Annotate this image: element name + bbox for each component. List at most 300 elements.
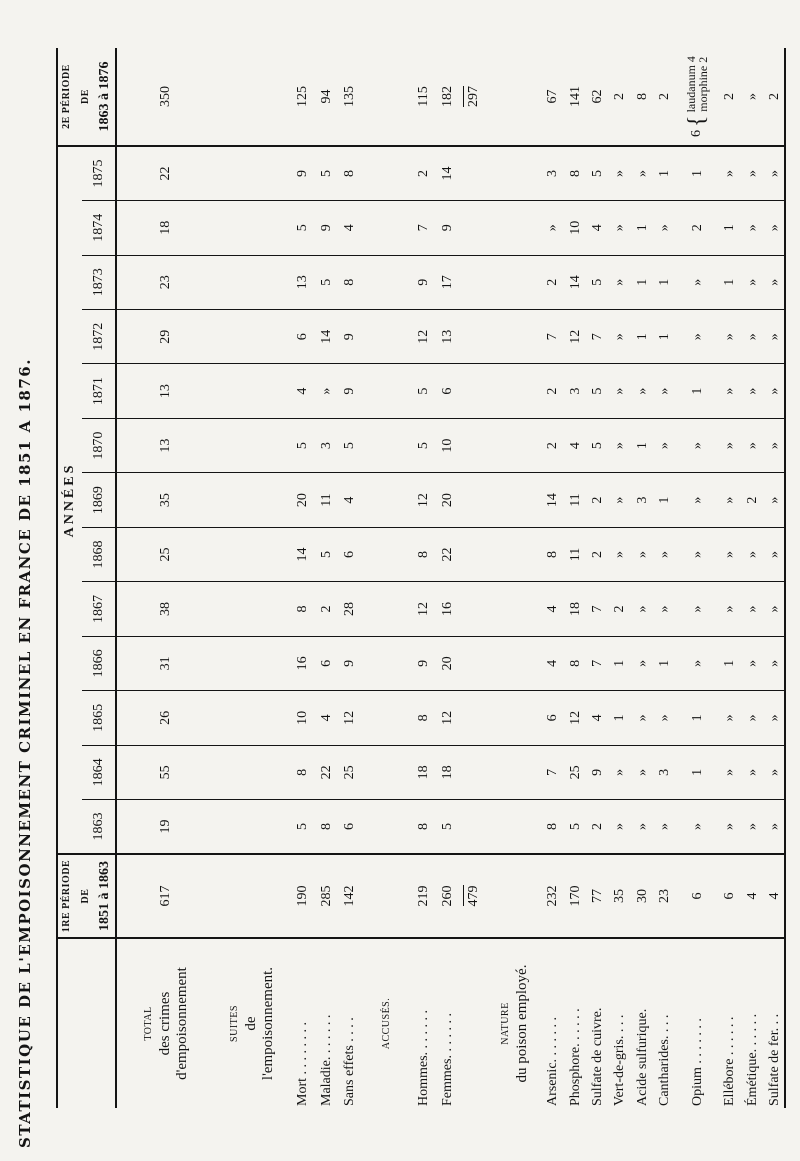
row-label: Sulfate de fer. . . — [763, 938, 786, 1108]
empty — [459, 309, 486, 363]
year-value: » — [763, 255, 786, 309]
year-value: 8 — [291, 745, 315, 799]
period2-value: 2 — [612, 93, 628, 100]
year-value: » — [741, 309, 763, 363]
year-value: 8 — [291, 582, 315, 636]
period1-value: 30 — [631, 854, 653, 938]
year-value: 8 — [564, 146, 586, 201]
section-line1: du poison employé. — [513, 964, 530, 1083]
year-value: 8 — [541, 800, 563, 854]
year-value: » — [676, 636, 718, 690]
year-header: 1874 — [82, 201, 116, 255]
section-label — [213, 938, 290, 1108]
year-value: » — [676, 527, 718, 581]
year-value: 1 — [654, 309, 676, 363]
opium-total-prefix: 6 — [689, 129, 705, 137]
year-header: 1875 — [82, 146, 116, 201]
section-line2: l'empoisonnement. — [260, 966, 277, 1081]
year-value: 1 — [719, 201, 741, 255]
year-value: 4 — [338, 201, 362, 255]
year-value: » — [631, 582, 653, 636]
nature-header-row — [487, 48, 542, 1108]
year-value: 5 — [564, 800, 586, 854]
year-value: 23 — [116, 255, 213, 309]
year-value: 13 — [116, 418, 213, 472]
period1-range: 1851 à 1863 — [97, 861, 112, 931]
period2-value: 135 — [342, 86, 358, 107]
empty — [213, 582, 290, 636]
section-small: TOTAL — [142, 1006, 154, 1041]
year-value: 4 — [314, 691, 338, 745]
year-value: 4 — [291, 364, 315, 418]
year-value: 20 — [435, 636, 459, 690]
year-value: » — [763, 527, 786, 581]
year-value: » — [719, 364, 741, 418]
year-value: 5 — [586, 364, 608, 418]
empty — [459, 691, 486, 745]
year-value: » — [763, 691, 786, 745]
empty — [213, 418, 290, 472]
period2-value: 125 — [295, 86, 310, 107]
year-value: 12 — [412, 582, 436, 636]
year-value: 2 — [541, 364, 563, 418]
section-label — [116, 938, 213, 1108]
year-value: 20 — [435, 473, 459, 527]
period2-header — [56, 48, 116, 146]
year-value: » — [763, 364, 786, 418]
year-value: » — [631, 691, 653, 745]
year-value: 26 — [116, 691, 213, 745]
empty — [487, 691, 542, 745]
row-label: Opium . . . . . . . — [676, 938, 718, 1108]
year-value: 14 — [314, 309, 338, 363]
period2-value: 94 — [318, 89, 334, 104]
year-value: » — [654, 800, 676, 854]
year-value: 5 — [586, 146, 608, 201]
year-header: 1871 — [82, 364, 116, 418]
year-value: » — [741, 364, 763, 418]
year-value: 5 — [412, 418, 436, 472]
year-value: 9 — [338, 364, 362, 418]
empty — [459, 800, 486, 854]
period2-de: DE — [80, 89, 91, 104]
suites-row — [338, 48, 362, 1108]
year-value: 6 — [314, 636, 338, 690]
period2-value: 115 — [416, 86, 432, 107]
year-value: 2 — [609, 582, 631, 636]
empty — [213, 364, 290, 418]
year-value: 29 — [116, 309, 213, 363]
period2-value: 182 — [439, 86, 455, 107]
accuses-total-row — [459, 48, 486, 1108]
period1-value: 170 — [564, 854, 586, 938]
year-value: » — [654, 364, 676, 418]
row-label: Vert-de-gris. . . . — [609, 938, 631, 1108]
period1-value: 617 — [116, 854, 213, 938]
year-value: 10 — [564, 201, 586, 255]
empty — [362, 854, 412, 938]
year-value: 9 — [412, 255, 436, 309]
section-line1: de — [243, 1016, 260, 1031]
year-value: 3 — [541, 146, 563, 201]
year-value: 11 — [314, 473, 338, 527]
period1-total — [459, 854, 486, 938]
year-value: 14 — [435, 146, 459, 201]
year-value: 5 — [314, 255, 338, 309]
empty — [213, 48, 290, 146]
nature-row — [541, 48, 563, 1108]
year-value: » — [741, 691, 763, 745]
year-value: 17 — [435, 255, 459, 309]
empty — [362, 309, 412, 363]
empty — [213, 201, 290, 255]
year-value: 25 — [564, 745, 586, 799]
year-value: 12 — [435, 691, 459, 745]
year-value: » — [631, 527, 653, 581]
period2-value: 2 — [657, 93, 673, 100]
period1-value: 35 — [609, 854, 631, 938]
section-label — [362, 938, 412, 1108]
empty — [362, 800, 412, 854]
empty — [459, 745, 486, 799]
empty — [213, 636, 290, 690]
year-value: 3 — [564, 364, 586, 418]
year-value: » — [676, 255, 718, 309]
year-value: » — [719, 418, 741, 472]
row-label: Acide sulfurique. — [631, 938, 653, 1108]
year-value: 4 — [586, 691, 608, 745]
year-value: 38 — [116, 582, 213, 636]
year-value: 3 — [314, 418, 338, 472]
empty — [487, 309, 542, 363]
year-value: 1 — [676, 745, 718, 799]
section-line1: des crimes — [156, 991, 173, 1056]
empty — [362, 48, 412, 146]
year-value: 1 — [631, 418, 653, 472]
year-value: » — [741, 636, 763, 690]
period2-value: 2 — [767, 93, 783, 100]
year-value: » — [719, 582, 741, 636]
year-value: 3 — [631, 473, 653, 527]
year-value: 5 — [586, 418, 608, 472]
year-header: 1868 — [82, 527, 116, 581]
year-value: 16 — [435, 582, 459, 636]
year-value: 1 — [676, 146, 718, 201]
period1-value: 219 — [412, 854, 436, 938]
year-value: » — [676, 418, 718, 472]
year-value: 4 — [564, 418, 586, 472]
empty — [459, 582, 486, 636]
period1-label: 1RE PÉRIODE — [61, 859, 72, 933]
empty — [487, 201, 542, 255]
period1-value: 6 — [676, 854, 718, 938]
year-value: 6 — [435, 364, 459, 418]
year-value: » — [763, 745, 786, 799]
empty — [459, 938, 486, 1108]
year-value: » — [741, 201, 763, 255]
year-value: 9 — [586, 745, 608, 799]
suites-row — [291, 48, 315, 1108]
empty — [459, 527, 486, 581]
empty — [487, 582, 542, 636]
year-value: 1 — [654, 146, 676, 201]
year-value: 11 — [564, 527, 586, 581]
year-value: » — [719, 146, 741, 201]
year-header: 1867 — [82, 582, 116, 636]
year-value: 8 — [338, 255, 362, 309]
year-value: 8 — [412, 800, 436, 854]
year-value: » — [654, 691, 676, 745]
year-value: » — [719, 691, 741, 745]
nature-row — [564, 48, 586, 1108]
empty — [487, 364, 542, 418]
empty — [213, 800, 290, 854]
empty — [459, 364, 486, 418]
period1-value: 4 — [763, 854, 786, 938]
year-value: 1 — [631, 309, 653, 363]
year-value: 18 — [116, 201, 213, 255]
year-value: 7 — [541, 309, 563, 363]
header-blank — [56, 938, 116, 1108]
year-header: 1863 — [82, 800, 116, 854]
year-value: » — [609, 527, 631, 581]
year-value: 1 — [631, 201, 653, 255]
year-value: 31 — [116, 636, 213, 690]
year-value: 9 — [291, 146, 315, 201]
year-value: 2 — [741, 473, 763, 527]
statistics-table-rotated — [56, 48, 786, 1108]
year-value: » — [609, 364, 631, 418]
year-value: 19 — [116, 800, 213, 854]
empty — [487, 800, 542, 854]
year-value: 1 — [676, 364, 718, 418]
year-value: 55 — [116, 745, 213, 799]
row-label: Phosphore. . . . . . — [564, 938, 586, 1108]
empty — [487, 636, 542, 690]
empty — [213, 691, 290, 745]
nature-row — [654, 48, 676, 1108]
empty — [362, 636, 412, 690]
annees-header: ANNÉES — [61, 462, 77, 538]
year-value: 22 — [435, 527, 459, 581]
empty — [362, 473, 412, 527]
period2-value: » — [744, 93, 760, 100]
suites-row — [314, 48, 338, 1108]
year-value: » — [741, 745, 763, 799]
section-small: SUITES — [229, 1005, 241, 1042]
empty — [487, 48, 542, 146]
nature-row — [763, 48, 786, 1108]
nature-row — [586, 48, 608, 1108]
period1-value: 6 — [719, 854, 741, 938]
year-value: 25 — [116, 527, 213, 581]
period2-value: 2 — [722, 93, 738, 100]
period1-value: 285 — [314, 854, 338, 938]
year-value: 9 — [412, 636, 436, 690]
year-value: 14 — [291, 527, 315, 581]
year-header: 1865 — [82, 691, 116, 745]
year-value: » — [741, 146, 763, 201]
year-value: » — [719, 527, 741, 581]
year-value: 12 — [564, 309, 586, 363]
year-value: » — [314, 364, 338, 418]
year-value: 6 — [291, 309, 315, 363]
year-value: 13 — [291, 255, 315, 309]
year-value: » — [631, 146, 653, 201]
year-value: 22 — [314, 745, 338, 799]
year-value: 8 — [412, 691, 436, 745]
year-value: 9 — [314, 201, 338, 255]
accuses-header-row — [362, 48, 412, 1108]
table-body — [116, 48, 786, 1108]
year-value: 35 — [116, 473, 213, 527]
period1-value: 190 — [291, 854, 315, 938]
year-value: 2 — [586, 527, 608, 581]
row-label: Arsenic. . . . . . . — [541, 938, 563, 1108]
year-value: » — [609, 473, 631, 527]
empty — [362, 691, 412, 745]
year-value: 1 — [631, 255, 653, 309]
row-label: Sulfate de cuivre. — [586, 938, 608, 1108]
row-label: Sans effets . . . . — [338, 938, 362, 1108]
empty — [487, 418, 542, 472]
empty — [362, 582, 412, 636]
total-row — [116, 48, 213, 1108]
year-value: » — [763, 636, 786, 690]
empty — [213, 473, 290, 527]
empty — [213, 255, 290, 309]
year-value: 8 — [541, 527, 563, 581]
year-value: 12 — [338, 691, 362, 745]
year-value: » — [763, 201, 786, 255]
year-value: 7 — [412, 201, 436, 255]
empty — [213, 146, 290, 201]
period1-value: 23 — [654, 854, 676, 938]
period2-value: 8 — [634, 93, 650, 100]
year-value: 1 — [609, 636, 631, 690]
page-title: STATISTIQUE DE L'EMPOISONNEMENT CRIMINEL EN FRANCE DE 1851 A 1876. — [16, 358, 34, 1148]
year-value: » — [541, 201, 563, 255]
year-value: 6 — [541, 691, 563, 745]
year-value: 4 — [338, 473, 362, 527]
accuses-total-p1: 479 — [463, 886, 482, 907]
empty — [213, 745, 290, 799]
year-value: » — [609, 800, 631, 854]
year-value: 18 — [412, 745, 436, 799]
year-value: » — [741, 255, 763, 309]
year-value: » — [763, 418, 786, 472]
period2-value: 141 — [567, 86, 583, 107]
period2-total — [459, 48, 486, 146]
year-value: 10 — [435, 418, 459, 472]
year-value: 1 — [676, 691, 718, 745]
year-value: » — [676, 309, 718, 363]
year-value: » — [676, 473, 718, 527]
year-value: 9 — [338, 309, 362, 363]
year-value: 5 — [412, 364, 436, 418]
year-value: 2 — [586, 473, 608, 527]
year-value: » — [609, 745, 631, 799]
year-header: 1872 — [82, 309, 116, 363]
year-value: 8 — [564, 636, 586, 690]
year-value: 1 — [719, 255, 741, 309]
year-value: 8 — [338, 146, 362, 201]
row-label: Cantharides. . . . — [654, 938, 676, 1108]
empty — [362, 745, 412, 799]
year-value: 4 — [541, 582, 563, 636]
year-value: » — [609, 146, 631, 201]
period2-range: 1863 à 1876 — [97, 61, 112, 132]
suites-header-row — [213, 48, 290, 1108]
empty — [362, 255, 412, 309]
year-value: 5 — [338, 418, 362, 472]
year-value: 3 — [654, 745, 676, 799]
period1-header — [56, 854, 116, 938]
year-value: » — [654, 418, 676, 472]
accuses-total-p2: 297 — [463, 86, 482, 107]
year-value: 4 — [541, 636, 563, 690]
nature-row — [609, 48, 631, 1108]
year-value: 7 — [586, 582, 608, 636]
year-value: » — [609, 255, 631, 309]
empty — [213, 854, 290, 938]
year-value: 7 — [586, 636, 608, 690]
year-value: » — [609, 201, 631, 255]
year-value: 1 — [654, 473, 676, 527]
year-value: » — [719, 473, 741, 527]
period2-label: 2E PÉRIODE — [61, 64, 72, 129]
nature-row — [631, 48, 653, 1108]
year-value: » — [763, 800, 786, 854]
statistics-table — [56, 48, 786, 1108]
year-value: 12 — [564, 691, 586, 745]
year-value: 2 — [541, 255, 563, 309]
empty — [213, 527, 290, 581]
year-value: » — [719, 309, 741, 363]
year-header: 1864 — [82, 745, 116, 799]
year-value: » — [631, 800, 653, 854]
opium-morphine: morphine 2 — [696, 56, 711, 112]
row-label: Mort . . . . . . . . — [291, 938, 315, 1108]
year-value: 9 — [435, 201, 459, 255]
year-value: » — [763, 146, 786, 201]
period1-value: 4 — [741, 854, 763, 938]
period1-value: 142 — [338, 854, 362, 938]
year-value: 25 — [338, 745, 362, 799]
year-value: » — [654, 201, 676, 255]
empty — [459, 473, 486, 527]
year-value: 7 — [586, 309, 608, 363]
year-value: 2 — [314, 582, 338, 636]
opium-laudanum: laudanum 4 — [684, 56, 699, 113]
year-value: 13 — [116, 364, 213, 418]
year-value: 22 — [116, 146, 213, 201]
period1-value: 232 — [541, 854, 563, 938]
year-value: 8 — [412, 527, 436, 581]
empty — [459, 636, 486, 690]
year-value: » — [631, 636, 653, 690]
year-value: 7 — [541, 745, 563, 799]
year-value: 12 — [412, 309, 436, 363]
empty — [213, 309, 290, 363]
empty — [459, 255, 486, 309]
year-value: 1 — [654, 255, 676, 309]
year-value: 1 — [654, 636, 676, 690]
year-value: 5 — [291, 201, 315, 255]
year-value: » — [741, 527, 763, 581]
nature-row — [741, 48, 763, 1108]
year-value: 5 — [314, 527, 338, 581]
